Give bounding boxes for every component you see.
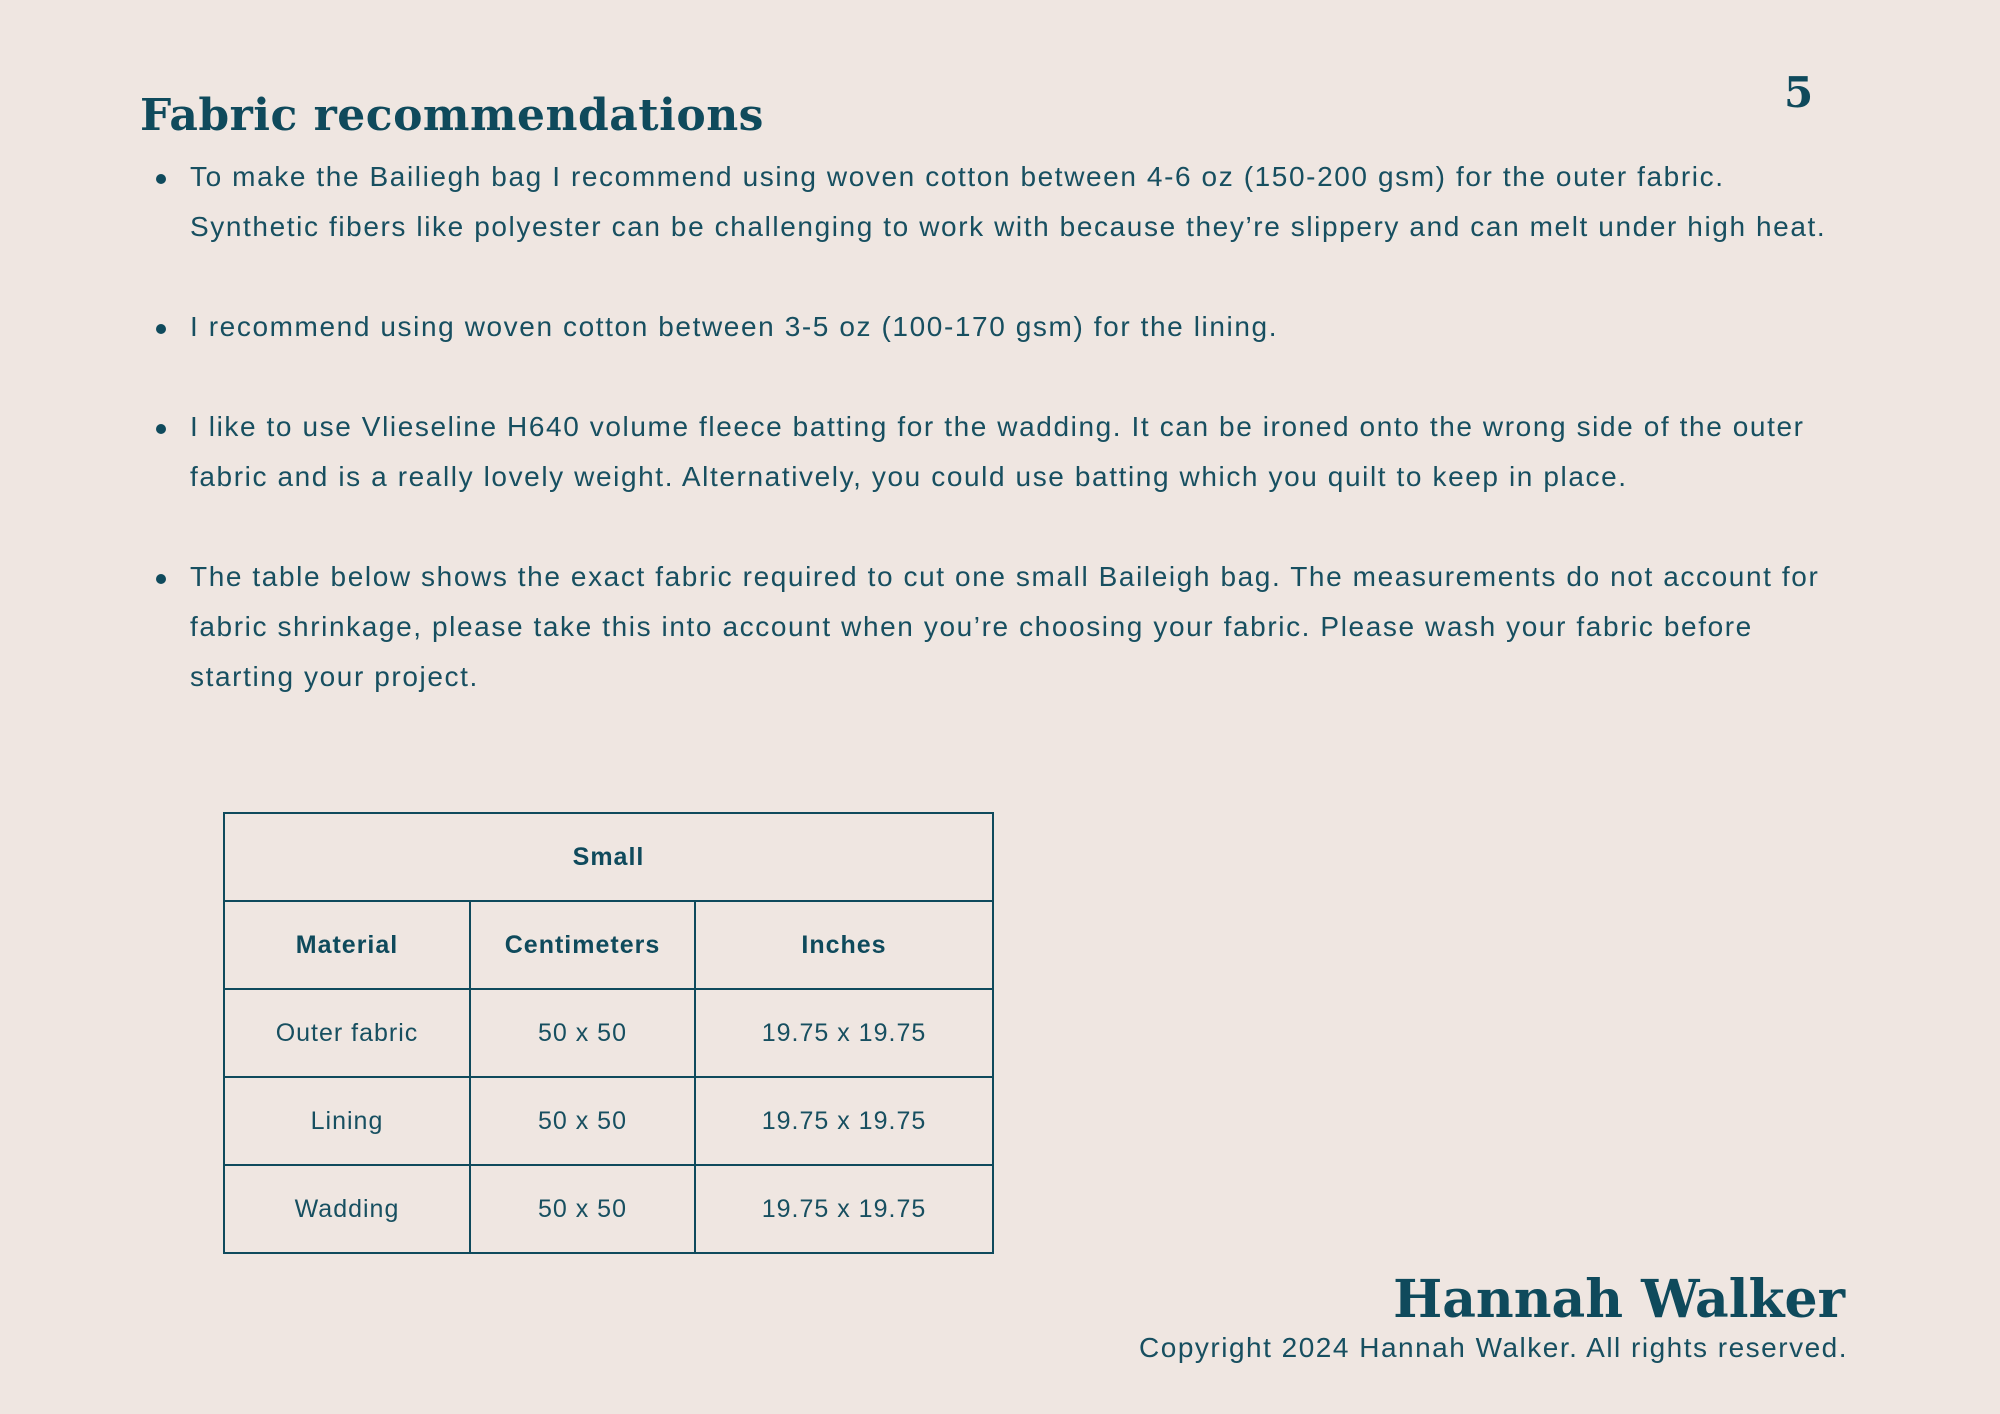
table-cell: Wadding — [224, 1165, 470, 1253]
bullet-icon — [156, 174, 166, 184]
page-title: Fabric recommendations — [140, 90, 764, 141]
bullet-icon — [156, 324, 166, 334]
list-item — [140, 302, 1860, 352]
recommendation-list — [140, 152, 1860, 702]
column-header-inches: Inches — [695, 901, 993, 989]
table-caption-row — [224, 813, 993, 901]
fabric-table — [223, 812, 994, 1254]
author-name: Hannah Walker — [1393, 1269, 1845, 1330]
list-item — [140, 552, 1860, 702]
table-row — [224, 1165, 993, 1253]
table-caption: Small — [224, 813, 993, 901]
list-item — [140, 402, 1860, 502]
list-item-text: The table below shows the exact fabric required to cut one small Baileigh bag. The measurements do not account for fabric shrinkage, please take this into account when you’re choosing your fabric. Please wash your fabric before starting your project. — [190, 561, 1820, 692]
table-cell: 19.75 x 19.75 — [695, 989, 993, 1077]
table-cell: 50 x 50 — [470, 1077, 695, 1165]
list-item-text: I like to use Vlieseline H640 volume fleece batting for the wadding. It can be ironed onto the wrong side of the outer fabric and is a really lovely weight. Alternatively, you could use batting which you quilt to keep in place. — [190, 411, 1805, 492]
table-cell: 19.75 x 19.75 — [695, 1165, 993, 1253]
column-header-material: Material — [224, 901, 470, 989]
page-number: 5 — [1784, 68, 1814, 117]
list-item — [140, 152, 1860, 252]
table-cell: 50 x 50 — [470, 1165, 695, 1253]
bullet-icon — [156, 424, 166, 434]
list-item-text: To make the Bailiegh bag I recommend using woven cotton between 4-6 oz (150-200 gsm) for the outer fabric. Synthetic fibers like polyester can be challenging to work with because they’re slippery and can melt under high heat. — [190, 161, 1827, 242]
list-item-text: I recommend using woven cotton between 3-5 oz (100-170 gsm) for the lining. — [190, 311, 1279, 342]
copyright-notice: Copyright 2024 Hannah Walker. All rights reserved. — [1139, 1332, 1848, 1363]
table-row — [224, 989, 993, 1077]
table-row — [224, 1077, 993, 1165]
table-cell: Outer fabric — [224, 989, 470, 1077]
column-header-centimeters: Centimeters — [470, 901, 695, 989]
table-cell: Lining — [224, 1077, 470, 1165]
bullet-icon — [156, 574, 166, 584]
table-cell: 19.75 x 19.75 — [695, 1077, 993, 1165]
table-cell: 50 x 50 — [470, 989, 695, 1077]
table-header-row — [224, 901, 993, 989]
